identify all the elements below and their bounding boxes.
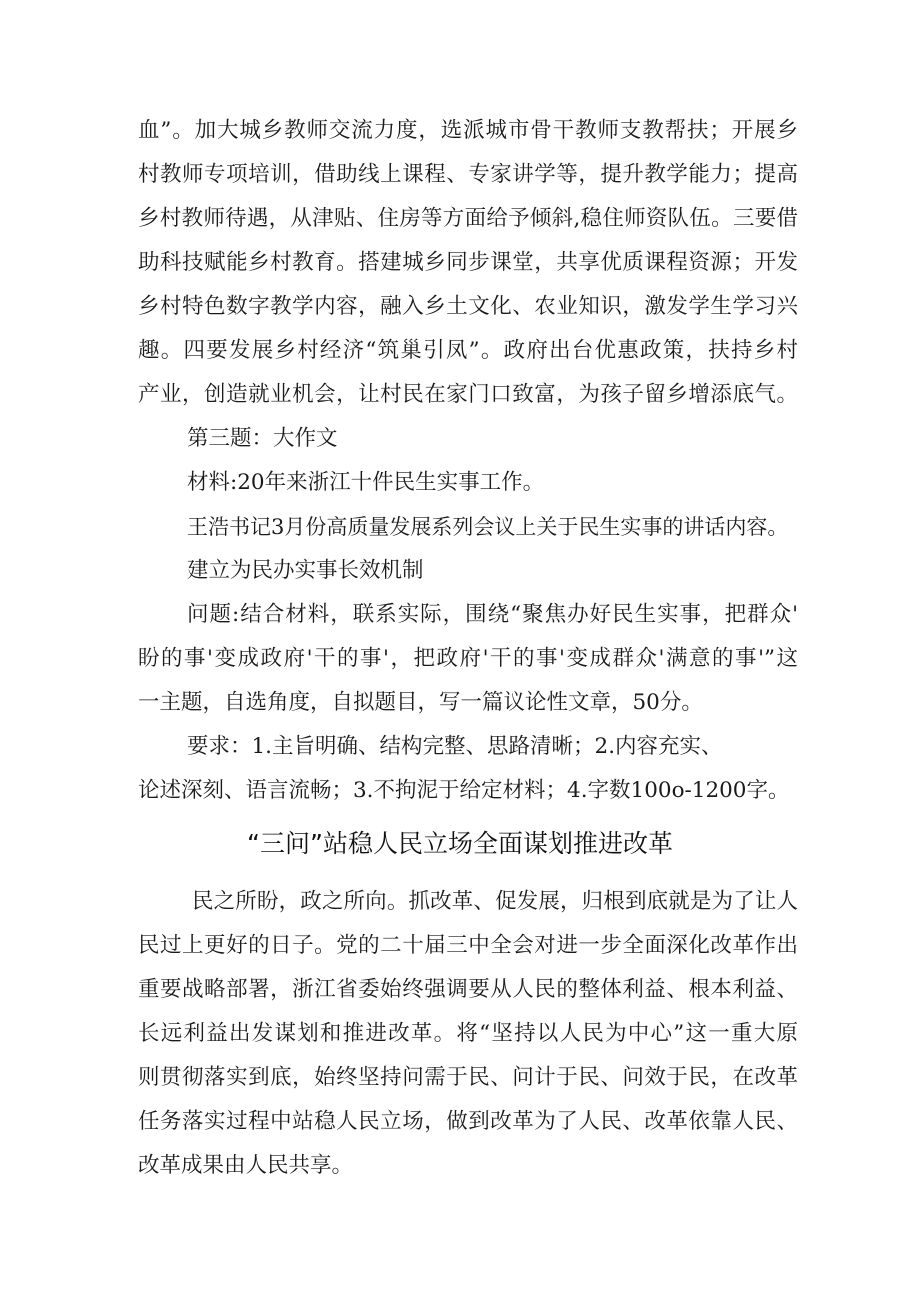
paragraph-line: 乡村教师待遇，从津贴、住房等方面给予倾斜,稳住师资队伍。三要借 (138, 206, 798, 231)
article-line: 重要战略部署，浙江省委始终强调要从人民的整体利益、根本利益、 (138, 977, 798, 1002)
article-title: “三问”站稳人民立场全面谋划推进改革 (247, 829, 673, 858)
material-line: 建立为民办实事长效机制 (187, 558, 424, 583)
question-line: 一主题，自选角度，自拟题目，写一篇议论性文章，50分。 (138, 690, 703, 715)
article-line: 改革成果由人民共享。 (138, 1153, 354, 1178)
article-line: 长远利益出发谋划和推进改革。将“坚持以人民为中心”这一重大原 (138, 1021, 798, 1046)
requirement-line: 要求：1.主旨明确、结构完整、思路清晰；2.内容充实、 (187, 734, 723, 759)
material-line: 材料:20年来浙江十件民生实事工作。 (187, 470, 545, 495)
question-line: 问题:结合材料，联系实际，围绕“聚焦办好民生实事，把群众' (187, 602, 798, 627)
material-line: 王浩书记3月份高质量发展系列会议上关于民生实事的讲话内容。 (187, 515, 789, 539)
paragraph-line: 产业，创造就业机会，让村民在家门口致富，为孩子留乡增添底气。 (138, 382, 798, 407)
article-line: 则贯彻落实到底，始终坚持问需于民、问计于民、问效于民，在改革 (138, 1065, 798, 1090)
article-line: 民过上更好的日子。党的二十届三中全会对进一步全面深化改革作出 (138, 933, 798, 958)
question-heading: 第三题：大作文 (187, 426, 338, 451)
article-line: 民之所盼，政之所向。抓改革、促发展，归根到底就是为了让人 (192, 889, 798, 914)
paragraph-line: 乡村特色数字教学内容，融入乡土文化、农业知识，激发学生学习兴 (138, 294, 798, 319)
paragraph-line: 趣。四要发展乡村经济“筑巢引凤”。政府出台优惠政策，扶持乡村 (138, 338, 798, 363)
paragraph-line: 村教师专项培训，借助线上课程、专家讲学等，提升教学能力；提高 (138, 162, 798, 187)
paragraph-line: 助科技赋能乡村教育。搭建城乡同步课堂，共享优质课程资源；开发 (138, 250, 798, 275)
paragraph-line: 血”。加大城乡教师交流力度，选派城市骨干教师支教帮扶；开展乡 (138, 118, 798, 143)
question-line: 盼的事'变成政府'干的事'，把政府'干的事'变成群众'满意的事'”这 (138, 646, 798, 671)
article-line: 任务落实过程中站稳人民立场，做到改革为了人民、改革依靠人民、 (138, 1109, 798, 1134)
requirement-line: 论述深刻、语言流畅；3.不拘泥于给定材料；4.字数100o-1200字。 (138, 778, 790, 803)
